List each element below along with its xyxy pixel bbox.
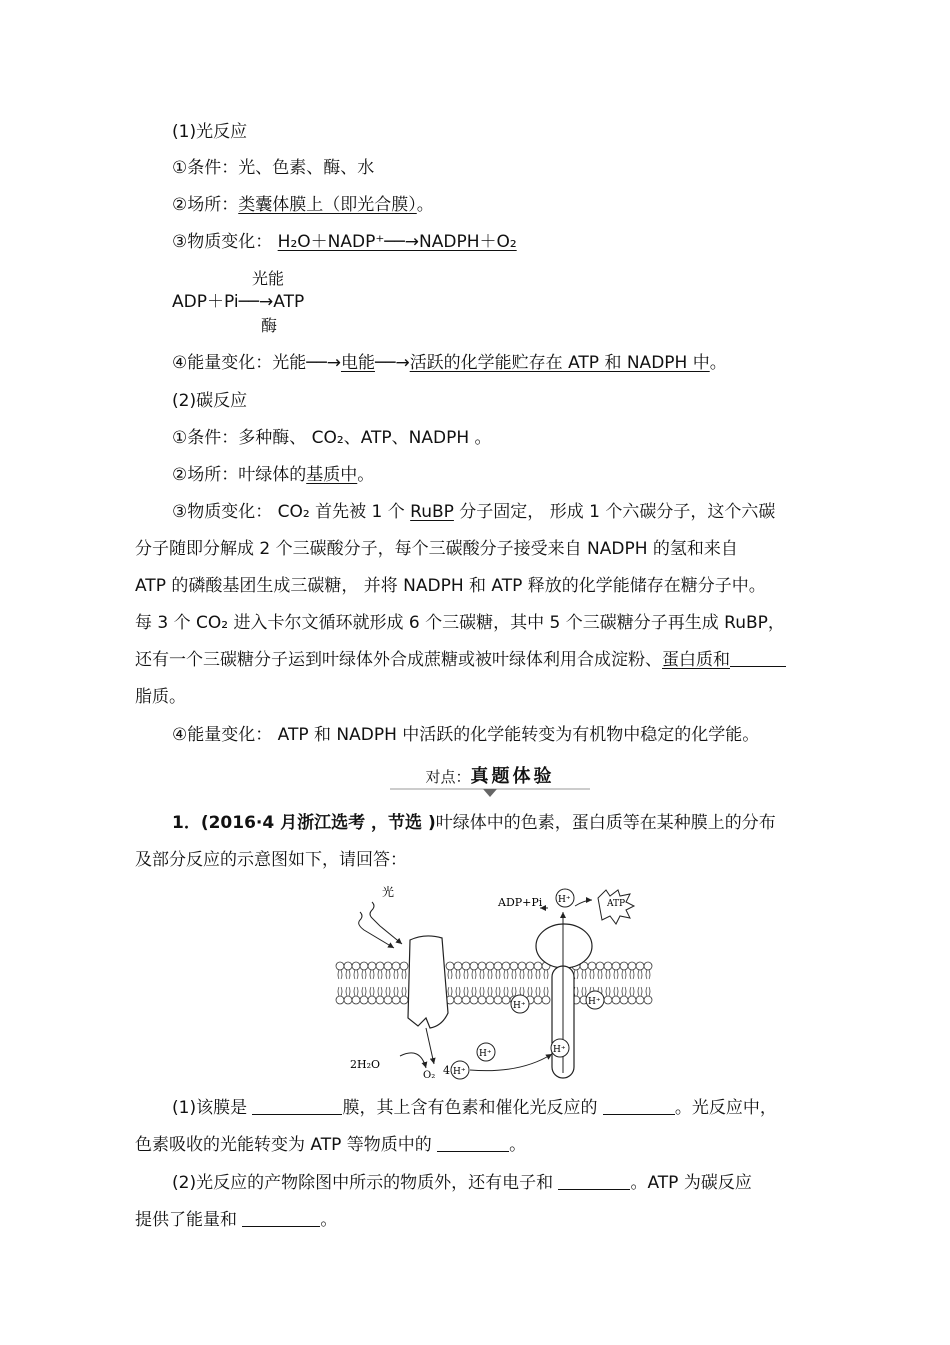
carbon-material-change: ③物质变化： CO₂ 首先被 1 个 RuBP 分子固定， 形成 1 个六碳分子，这个六碳 (172, 502, 776, 522)
carbon-text-line: 分子随即分解成 2 个三碳酸分子，每个三碳酸分子接受来自 NADPH 的氢和来自 (135, 539, 738, 559)
four-label: 4 (443, 1064, 450, 1077)
svg-text:H⁺: H⁺ (588, 997, 601, 1007)
atp-synthase-head (536, 924, 592, 968)
question-stem: 1．(2016·4 月浙江选考 ，节选 )叶绿体中的色素，蛋白质等在某种膜上的分布 (172, 813, 776, 833)
thylakoid-membrane-diagram (330, 878, 660, 1083)
carbon-location: ②场所：叶绿体的基质中。 (172, 465, 375, 485)
light-location: ②场所：类囊体膜上（即光合膜）。 (172, 195, 434, 215)
answer-blank[interactable] (242, 1210, 320, 1227)
answer-blank[interactable] (603, 1098, 675, 1115)
h-label: H⁺ (558, 895, 571, 905)
light-energy-change: ④能量变化：光能──→电能──→活跃的化学能贮存在 ATP 和 NADPH 中。 (172, 353, 727, 373)
photosystem-protein (408, 936, 448, 1028)
answer-blank[interactable] (437, 1135, 509, 1152)
light-label: 光 (382, 885, 395, 899)
svg-text:H⁺: H⁺ (479, 1049, 492, 1059)
lipid-bilayer (336, 962, 652, 1004)
section-light-reaction: (1)光反应 (172, 122, 248, 142)
o2-label: O₂ (423, 1070, 436, 1081)
membrane-svg (330, 878, 660, 1083)
subquestion-1-line2: 色素吸收的光能转变为 ATP 等物质中的 。 (135, 1135, 527, 1155)
light-condition: ①条件：光、色素、酶、水 (172, 158, 375, 178)
carbon-text-line: 脂质。 (135, 687, 186, 707)
section-carbon-reaction: (2)碳反应 (172, 391, 248, 411)
carbon-text-line: ATP 的磷酸基团生成三碳糖， 并将 NADPH 和 ATP 释放的化学能储存在糖分子中。 (135, 576, 766, 596)
carbon-text-line: 每 3 个 CO₂ 进入卡尔文循环就形成 6 个三碳糖，其中 5 个三碳糖分子再生成 RuBP， (135, 613, 785, 633)
answer-blank[interactable] (558, 1173, 630, 1190)
arrow-label-light: 光能 (252, 269, 285, 288)
light-material-change: ③物质变化： H₂O＋NADP⁺──→NADPH＋O₂ (172, 232, 517, 252)
carbon-text-line: 还有一个三碳糖分子运到叶绿体外合成蔗糖或被叶绿体利用合成淀粉、蛋白质和 (135, 649, 786, 671)
svg-text:H⁺: H⁺ (453, 1067, 466, 1077)
water-label: 2H₂O (350, 1058, 381, 1071)
adp-label: ADP+Pi (498, 896, 543, 909)
atp-label: ATP (607, 899, 626, 909)
svg-text:H⁺: H⁺ (553, 1045, 566, 1055)
banner-underline-icon (385, 762, 595, 802)
carbon-energy-change: ④能量变化： ATP 和 NADPH 中活跃的化学能转变为有机物中稳定的化学能。 (172, 725, 760, 745)
carbon-condition: ①条件：多种酶、 CO₂、ATP、NADPH 。 (172, 428, 492, 448)
subquestion-2: (2)光反应的产物除图中所示的物质外，还有电子和 。ATP 为碳反应 (172, 1173, 752, 1193)
section-banner: 对点：真题体验 (385, 762, 595, 802)
svg-text:H⁺: H⁺ (513, 1001, 526, 1011)
subquestion-2-line2: 提供了能量和 。 (135, 1210, 338, 1230)
banner-title: 真题体验 (470, 766, 555, 787)
atp-equation: ADP＋Pi──→ATP (172, 292, 305, 312)
answer-blank[interactable] (252, 1098, 342, 1115)
subquestion-1: (1)该膜是 膜，其上含有色素和催化光反应的 。光反应中， (172, 1098, 777, 1118)
light-wave-icon (370, 902, 402, 944)
arrow-label-enzyme: 酶 (261, 316, 278, 335)
question-stem-line2: 及部分反应的示意图如下，请回答： (135, 850, 407, 870)
